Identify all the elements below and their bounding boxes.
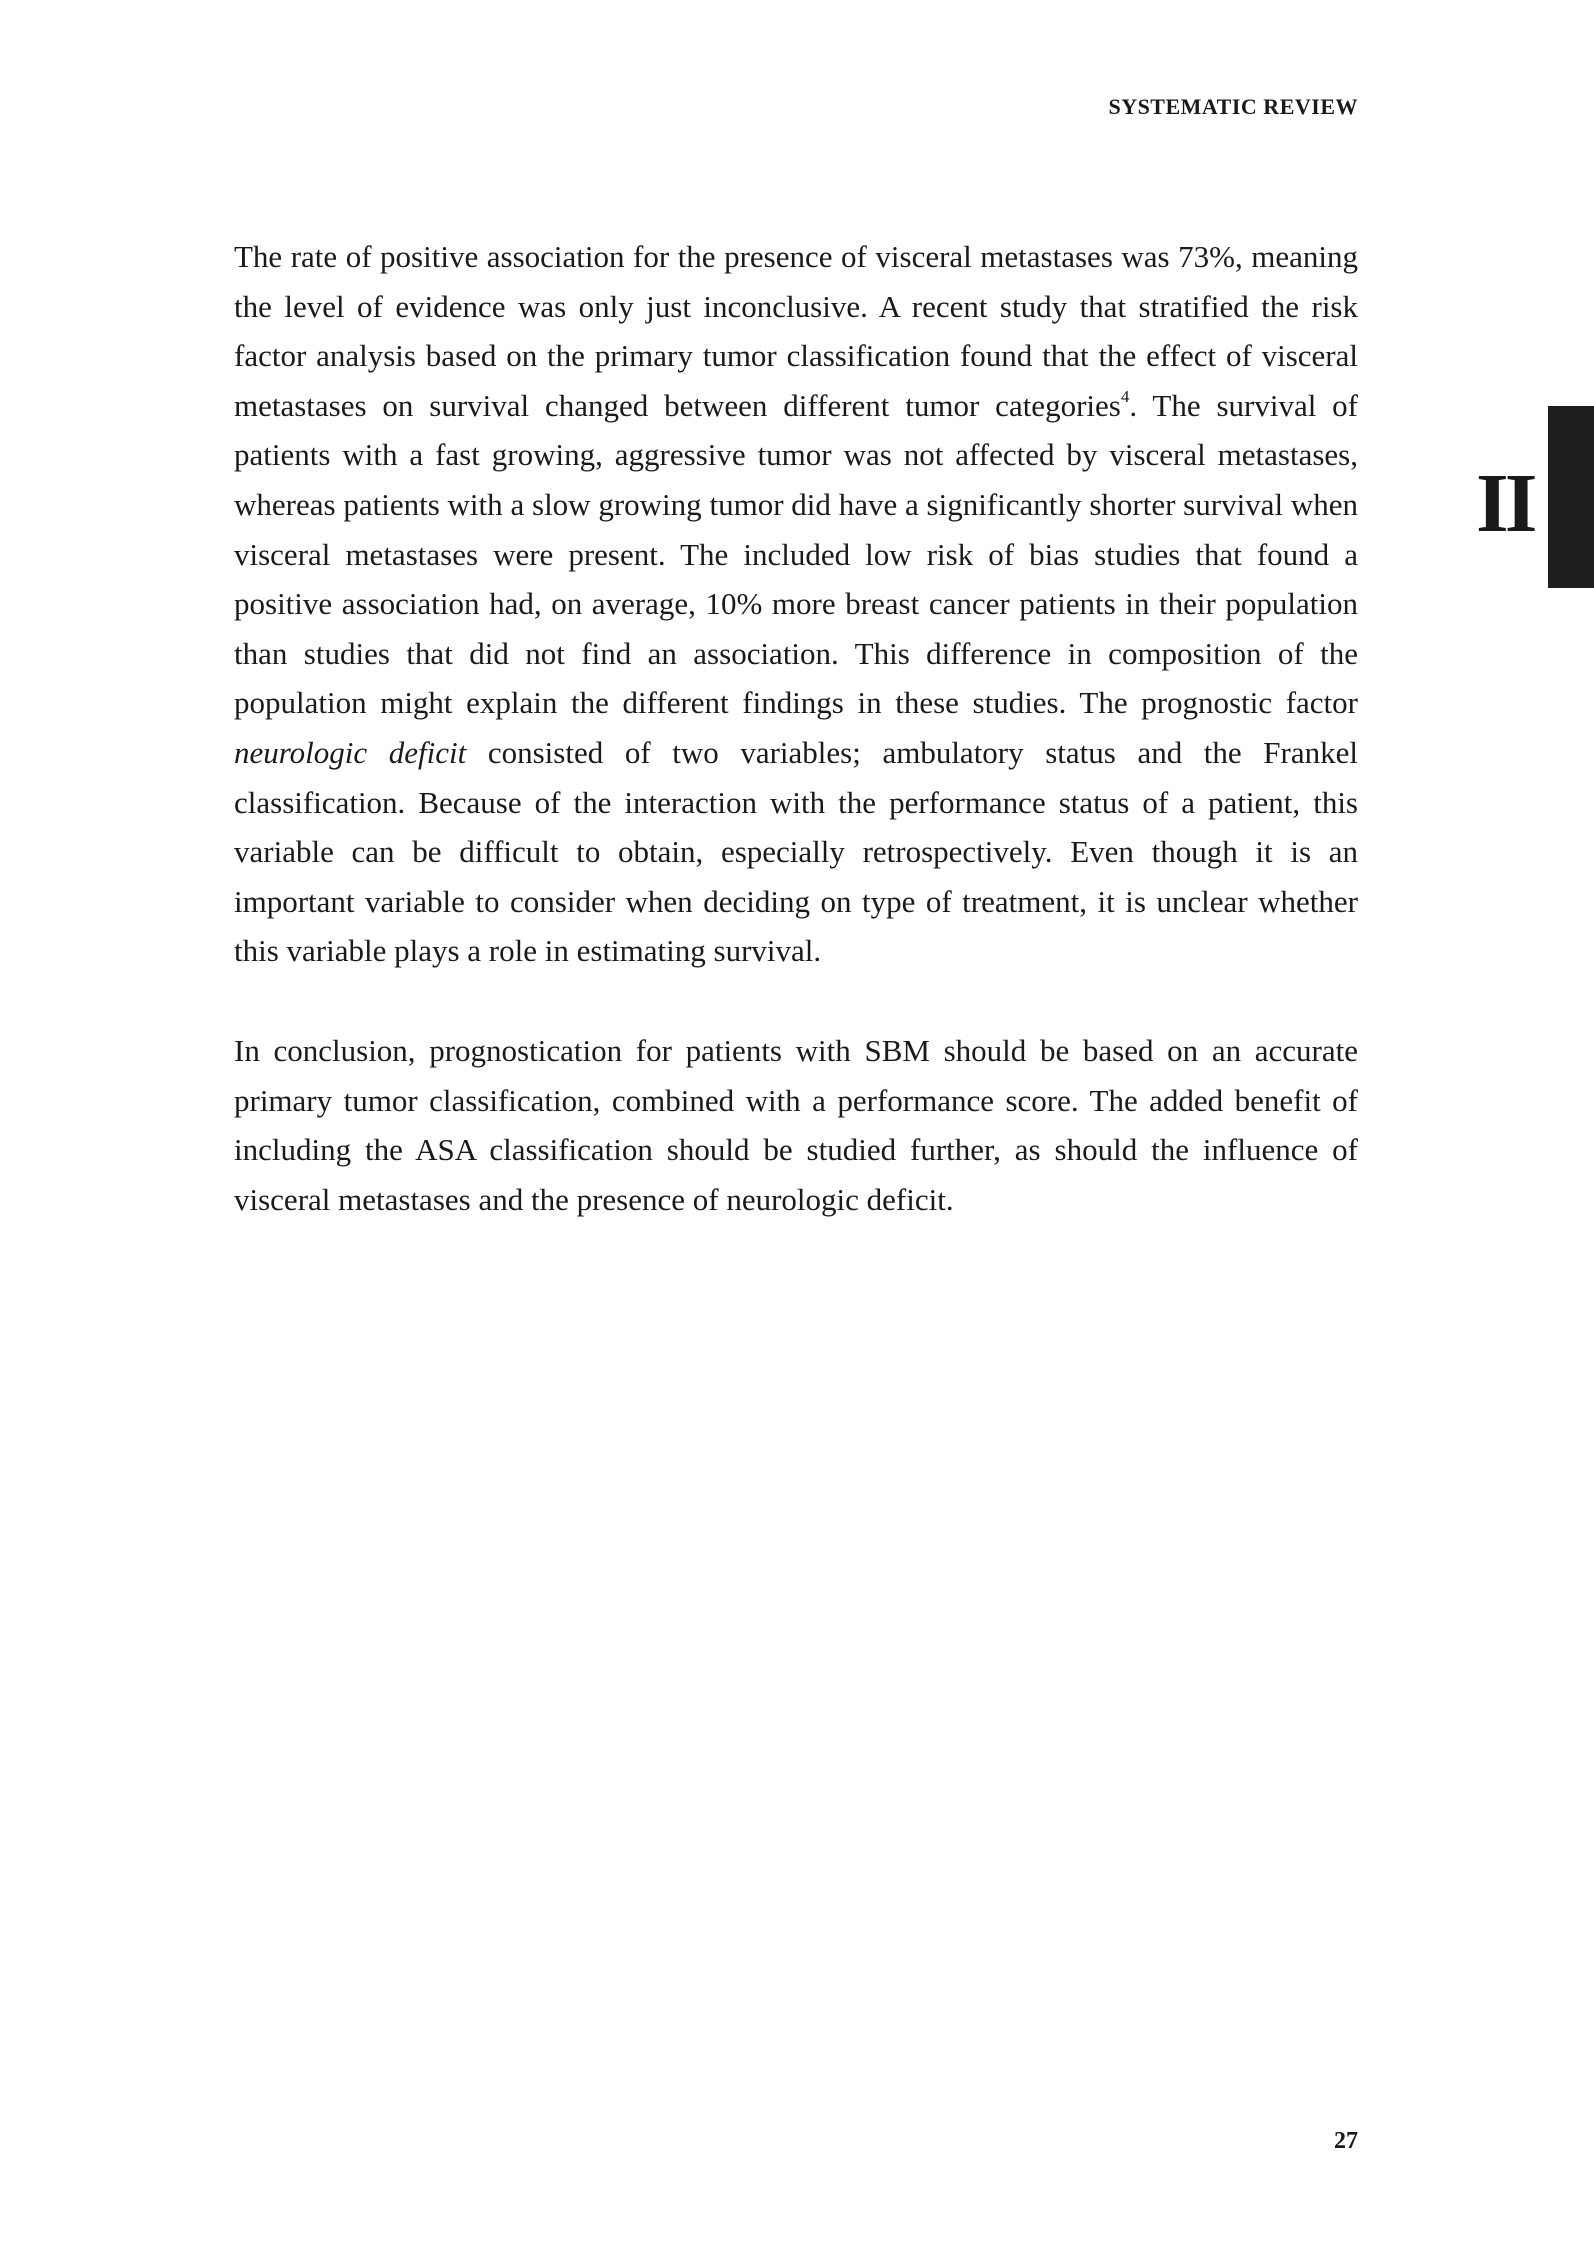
paragraph-1-part-2: . The survival of patients with a fast growing, aggressive tumor was not affected by visceral metastases, whereas patients with a slow growing tumor did have a significantly shorter survival when visceral metastases were present. The included low risk of bias studies that found a positive association had, on average, 10% more breast cancer patients in their population than studies that did not find an association. This difference in composition of the population might explain the different findings in these studies. The prognostic factor [234, 387, 1358, 721]
paragraph-1 [234, 232, 1358, 976]
paragraph-2: In conclusion, prognostication for patients with SBM should be based on an accurate primary tumor classification, combined with a performance score. The added benefit of including the ASA classification should be studied further, as should the influence of visceral metastases and the presence of neurologic deficit. [234, 1032, 1358, 1217]
running-header: SYSTEMATIC REVIEW [1108, 94, 1358, 119]
italic-term: neurologic deficit [234, 734, 467, 770]
chapter-marker: II [1476, 457, 1534, 550]
paragraph-1-part-3: consisted of two variables; ambulatory status and the Frankel classification. Because of the interaction with the performance status of a patient, this variable can be difficult to obtain, especially retrospectively. Even though it is an important variable to consider when deciding on type of treatment, it is unclear whether this variable plays a role in estimating survival. [234, 734, 1358, 969]
page-number: 27 [1334, 2128, 1358, 2154]
paragraph-1-part-1: The rate of positive association for the presence of visceral metastases was 73%, meaning the level of evidence was only just inconclusive. A recent study that stratified the risk factor analysis based on the primary tumor classification found that the effect of visceral metastases on survival changed between different tumor categories [234, 239, 1358, 423]
body-text [234, 232, 1358, 1224]
citation-superscript: 4 [1120, 387, 1130, 407]
chapter-thumb-tab [1548, 406, 1594, 588]
